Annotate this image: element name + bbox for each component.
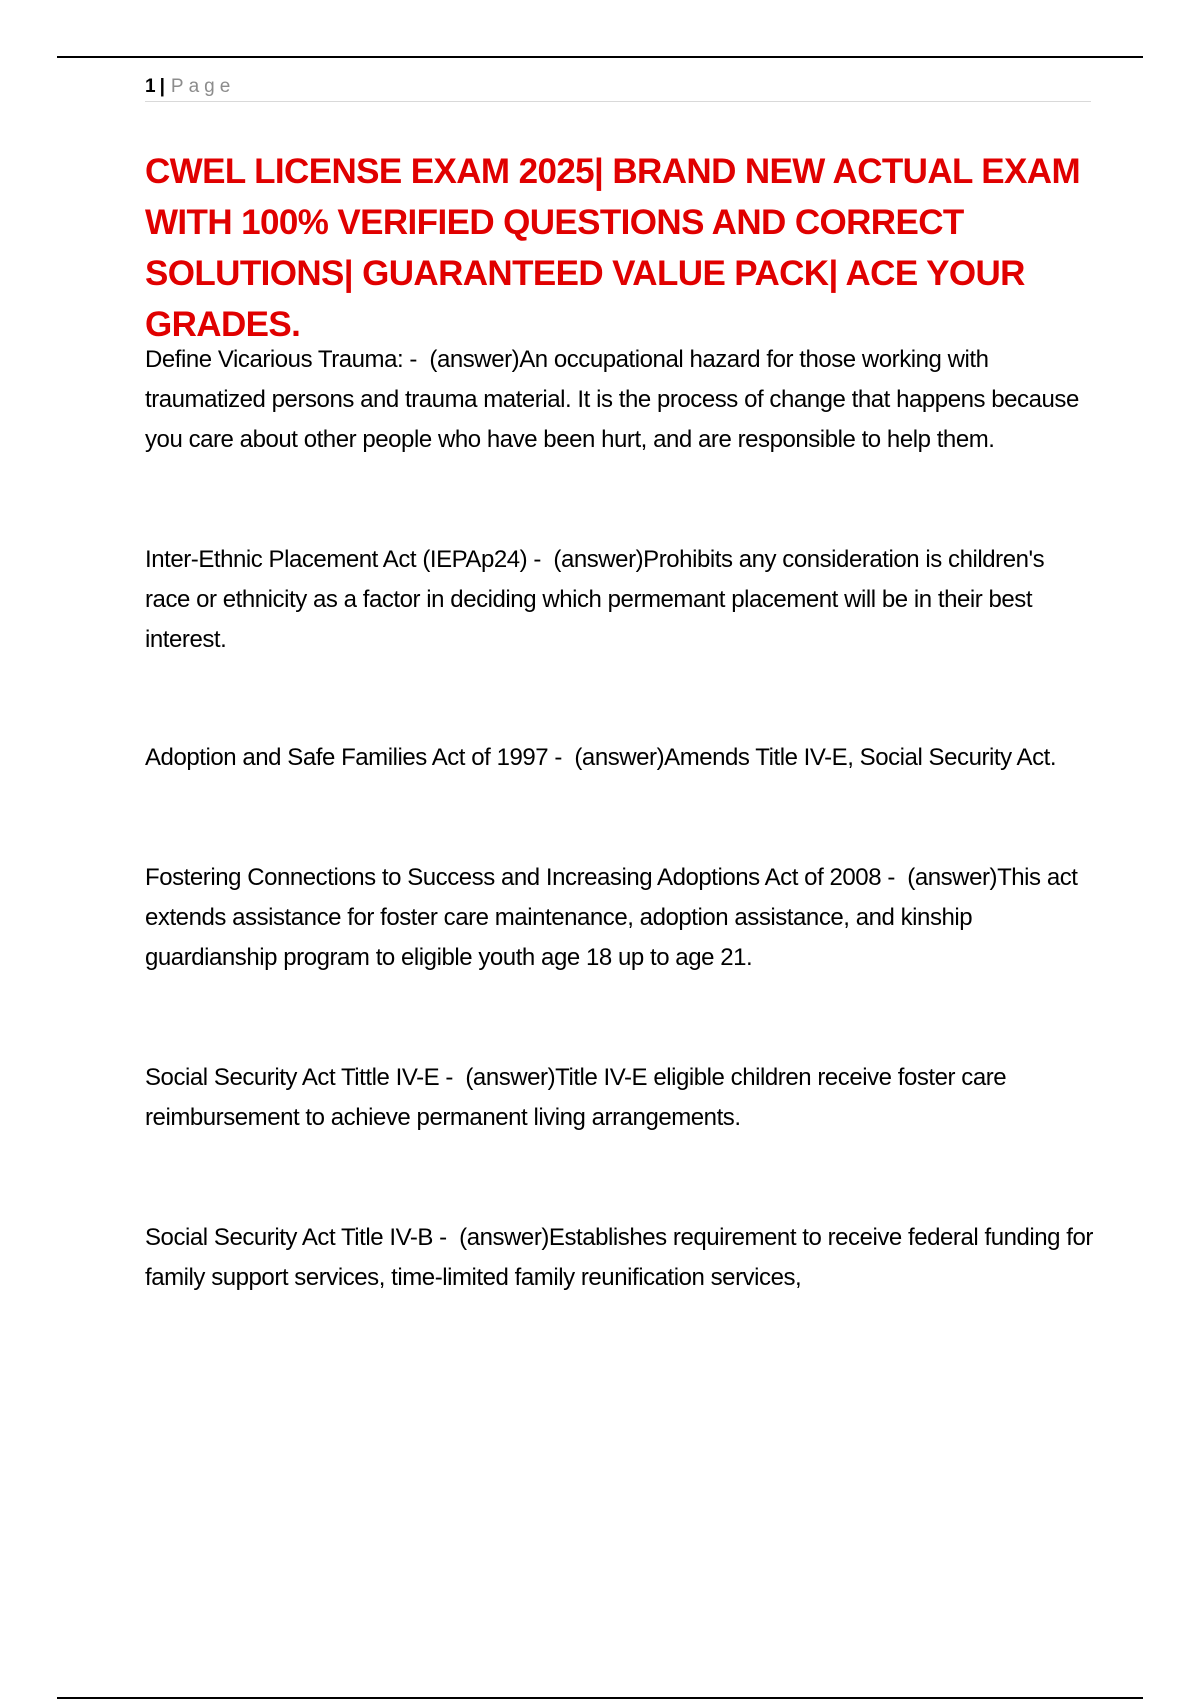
qa-term: Adoption and Safe Families Act of 1997 -	[145, 744, 562, 771]
qa-term: Social Security Act Title IV-B -	[145, 1224, 447, 1251]
footer-rule	[57, 1697, 1143, 1699]
document-title: CWEL LICENSE EXAM 2025| BRAND NEW ACTUAL EXAM WITH 100% VERIFIED QUESTIONS AND CORRECT SOLUTIONS| GUARANTEED VALUE PACK| ACE YOUR GRADES.	[145, 152, 1081, 344]
qa-answer: An occupational hazard for those working with traumatized persons and trauma material. It is the process of change that happens because you care about other people who have been hurt, and are responsible to help them.	[145, 346, 1079, 453]
qa-answer-marker: (answer)	[459, 1224, 549, 1251]
qa-list	[145, 340, 1095, 1298]
qa-answer: This act extends assistance for foster care maintenance, adoption assistance, and kinship guardianship program to eligible youth age 18 up to age 21.	[145, 864, 1078, 971]
qa-term: Inter-Ethnic Placement Act (IEPAp24) -	[145, 546, 541, 573]
qa-answer-marker: (answer)	[574, 744, 665, 771]
page-label: Page	[170, 76, 236, 97]
qa-answer: Prohibits any consideration is children's race or ethnicity as a factor in deciding which permemant placement will be in their best interest.	[145, 546, 1045, 653]
page-separator: |	[159, 76, 165, 97]
qa-item-asfa	[145, 738, 1095, 778]
qa-item-title-iv-b	[145, 1218, 1095, 1298]
page-number: 1	[145, 76, 156, 97]
qa-item-iepa	[145, 540, 1095, 660]
qa-item-vicarious-trauma	[145, 340, 1095, 460]
qa-term: Social Security Act Tittle IV-E -	[145, 1064, 453, 1091]
qa-answer: Title IV-E eligible children receive foster care reimbursement to achieve permanent living arrangements.	[145, 1064, 1007, 1131]
header-rule	[57, 56, 1143, 58]
qa-answer-marker: (answer)	[429, 346, 520, 373]
qa-item-fostering-connections	[145, 858, 1095, 978]
qa-term: Define Vicarious Trauma: -	[145, 346, 417, 373]
qa-answer-marker: (answer)	[553, 546, 644, 573]
qa-item-title-iv-e	[145, 1058, 1095, 1138]
qa-answer-marker: (answer)	[465, 1064, 556, 1091]
qa-term: Fostering Connections to Success and Increasing Adoptions Act of 2008 -	[145, 864, 895, 891]
qa-answer-marker: (answer)	[907, 864, 998, 891]
qa-answer: Amends Title IV-E, Social Security Act.	[664, 744, 1057, 771]
qa-answer: Establishes requirement to receive federal funding for family support services, time-limited family reunification services,	[145, 1224, 1093, 1291]
page-header	[145, 73, 1091, 102]
